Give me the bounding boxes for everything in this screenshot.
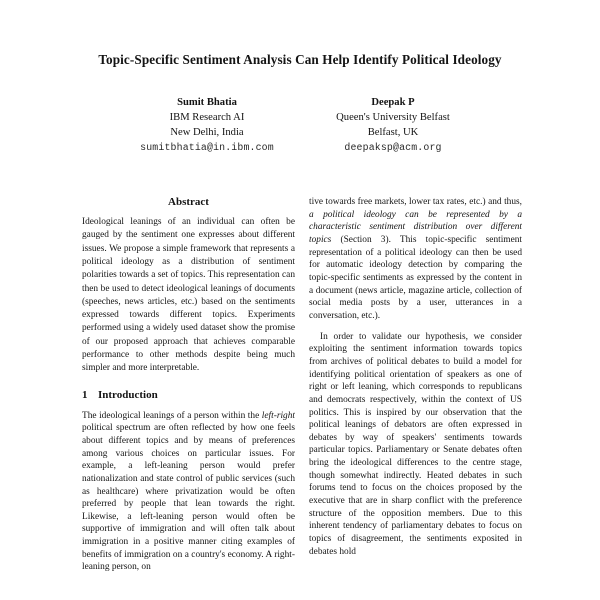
title-block (0, 0, 600, 155)
author-location: New Delhi, India (170, 126, 244, 138)
text-run: (Section 3). This topic-specific sentiment representation of a political ideology can then be used for automatic ideology detection by comparing the topic-specific sentiments as expressed by the content in a document (news article, magazine article, collection of social media posts by a user, utterances in a conversation, etc.). (309, 234, 522, 321)
text-run: political spectrum are often reflected by how one feels about different topics and by means of preferences among various choices on particular issues. For example, a left-leaning person would prefer nationalization and state control of public services (such as healthcare) where privatization would be often preferred by people that lean towards the right. Likewise, a left-leaning person would often be supportive of immigration and will often talk about immigration in a positive manner citing examples of benefits of immigration on a country's economy. A right-leaning person, on (82, 423, 295, 573)
abstract-heading: Abstract (168, 196, 209, 208)
author-entry-0 (114, 95, 300, 155)
author-block (62, 95, 538, 155)
section-number: 1 (82, 389, 88, 402)
author-location: Belfast, UK (367, 126, 419, 138)
author-email[interactable]: sumitbhatia@in.ibm.com (140, 141, 274, 153)
author-name: Sumit Bhatia (177, 96, 237, 108)
author-name: Deepak P (371, 96, 415, 108)
author-entry-1 (300, 95, 486, 155)
text-run: tive towards free markets, lower tax rates, etc.) and thus, (309, 197, 522, 207)
introduction-section (82, 389, 295, 574)
author-email[interactable]: deepaksp@acm.org (344, 141, 442, 153)
page-title: Topic-Specific Sentiment Analysis Can Help Identify Political Ideology (98, 52, 502, 67)
body-columns (0, 196, 600, 600)
text-run: The ideological leanings of a person within the (82, 410, 262, 421)
author-affiliation: Queen's University Belfast (336, 111, 450, 123)
abstract-text: Ideological leanings of an individual can often be gauged by the sentiment one expresses about different issues. We propose a simple framework that represents a political ideology as a distribution of sentiment polarities towards a set of topics. This representation can then be used to detect ideological leanings of documents (speeches, news articles, etc.) based on the sentiments expressed towards different topics. Experiments performed using a widely used dataset show the promise of our proposed approach that achieves comparable performance to other methods despite being much simpler and more interpretable. (82, 217, 295, 374)
emphasis-text: left-right (261, 410, 295, 421)
abstract-section (82, 196, 295, 375)
section-title: Introduction (98, 389, 158, 402)
column-left (82, 196, 295, 600)
paragraph-intro-1 (82, 410, 295, 575)
paragraph-intro-2 (309, 331, 522, 559)
emphasis-text: a political ideology can be represented by a characteristic sentiment distribution over different topics (309, 209, 522, 245)
column-right (309, 196, 522, 600)
text-run: In order to validate our hypothesis, we consider exploiting the sentiment information towards topics from archives of political debates to build a model for identifying political orientation of speakers as one of right or left leaning, which corresponds to republicans and democrats respectively, within the context of US politics. This is inspired by our observation that the political leanings of debators are often expressed in debates by way of speakers' sentiments towards particular topics. Parliamentary or Senate debates often bring the ideological differences to the centre stage, though somewhat indirectly. Heated debates in such forums tend to focus on the choices proposed by the executive that are in sharp conflict with the preference structure of the opposition members. Due to this inherent tendency of parliamentary debates to focus on topics of disagreement, the sentiments exposited in debates hold (309, 331, 522, 557)
paragraph-intro-continued (309, 196, 522, 323)
author-affiliation: IBM Research AI (169, 111, 245, 123)
section-heading-introduction (82, 389, 295, 402)
